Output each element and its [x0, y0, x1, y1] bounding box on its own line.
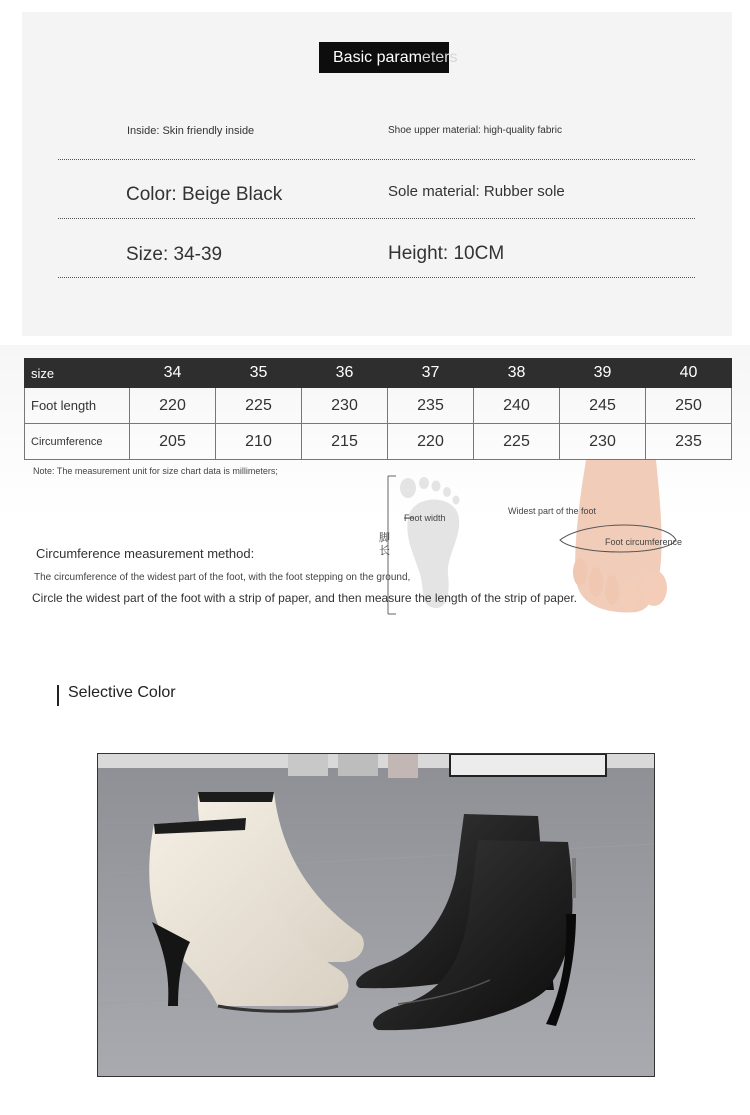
- size-table-header: [25, 359, 732, 388]
- foot-length-label: 脚长: [379, 532, 390, 557]
- table-cell: 235: [646, 424, 732, 460]
- table-row: [25, 388, 732, 424]
- product-photo: [97, 753, 655, 1077]
- table-cell: 245: [560, 388, 646, 424]
- row-label: Foot length: [25, 388, 130, 424]
- table-row: [25, 424, 732, 460]
- param-size: Size: 34-39: [126, 244, 223, 265]
- params-title: [319, 42, 458, 73]
- table-cell: 235: [388, 388, 474, 424]
- divider: [58, 277, 695, 278]
- size-table: [24, 358, 732, 460]
- widest-part-label: Widest part of the foot: [508, 506, 597, 516]
- param-height: Height: 10CM: [388, 243, 505, 264]
- size-header-label: size: [25, 359, 130, 388]
- method-line-1: The circumference of the widest part of the foot, with the foot stepping on the ground,: [34, 572, 411, 583]
- method-title: Circumference measurement method:: [36, 546, 255, 561]
- size-cell: 38: [474, 359, 560, 388]
- size-cell: 37: [388, 359, 474, 388]
- table-cell: 215: [302, 424, 388, 460]
- table-cell: 225: [474, 424, 560, 460]
- selective-color-title: Selective Color: [68, 684, 176, 701]
- table-cell: 210: [216, 424, 302, 460]
- size-cell: 40: [646, 359, 732, 388]
- divider: [58, 159, 695, 160]
- param-color: Color: Beige Black: [126, 184, 283, 205]
- table-cell: 230: [302, 388, 388, 424]
- table-cell: 205: [130, 424, 216, 460]
- method-line-2: Circle the widest part of the foot with a strip of paper, and then measure the length of the strip of paper.: [32, 591, 577, 605]
- basic-parameters-panel: [22, 12, 732, 336]
- size-cell: 34: [130, 359, 216, 388]
- size-cell: 36: [302, 359, 388, 388]
- size-cell: 39: [560, 359, 646, 388]
- row-label: Circumference: [25, 424, 130, 460]
- section-marker: [57, 685, 59, 706]
- size-cell: 35: [216, 359, 302, 388]
- measurement-note: Note: The measurement unit for size chart data is millimeters;: [33, 466, 278, 476]
- param-sole-material: Sole material: Rubber sole: [388, 183, 565, 200]
- boots-image: [98, 754, 654, 1076]
- foot-circumference-label: Foot circumference: [605, 537, 683, 547]
- params-title-dark: Basic param: [333, 49, 422, 66]
- table-cell: 220: [388, 424, 474, 460]
- table-cell: 230: [560, 424, 646, 460]
- table-cell: 240: [474, 388, 560, 424]
- table-cell: 225: [216, 388, 302, 424]
- table-cell: 220: [130, 388, 216, 424]
- params-title-light: eters: [421, 49, 458, 66]
- foot-width-label: Foot width: [404, 513, 446, 523]
- param-upper-material: Shoe upper material: high-quality fabric: [388, 125, 562, 136]
- param-inside: Inside: Skin friendly inside: [127, 125, 255, 137]
- divider: [58, 218, 695, 219]
- table-cell: 250: [646, 388, 732, 424]
